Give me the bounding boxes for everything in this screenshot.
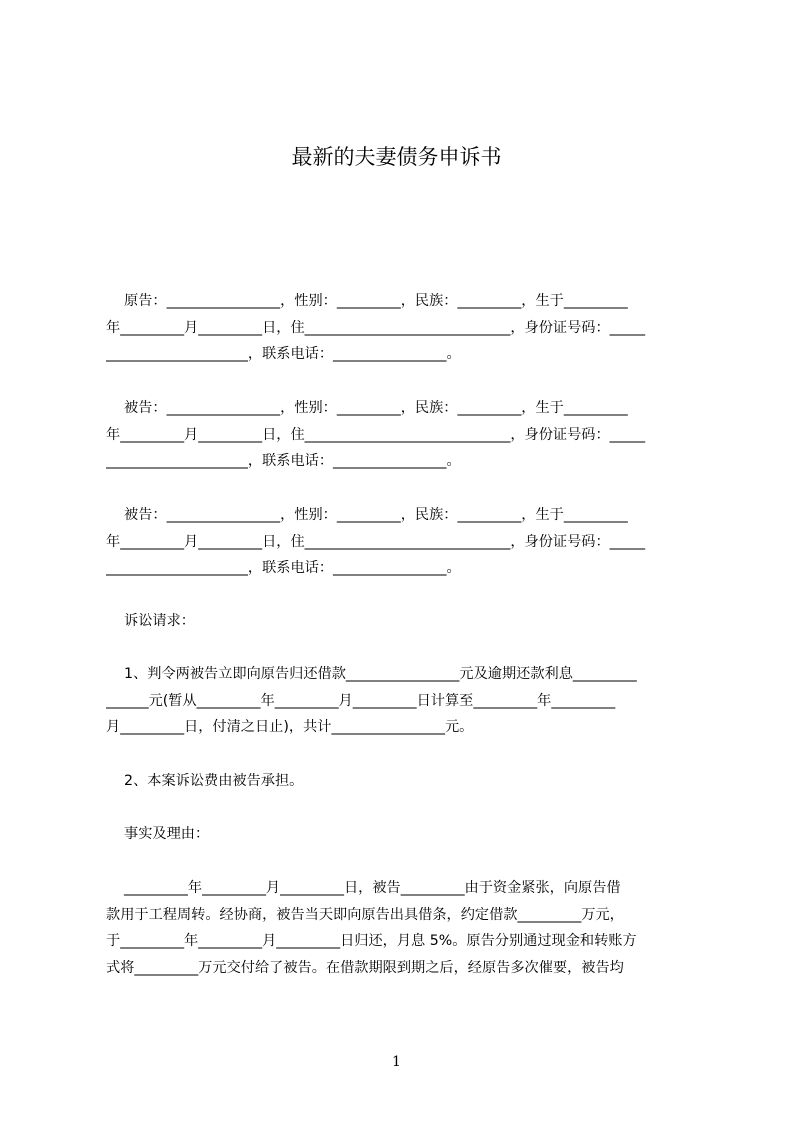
facts-heading-text: 事实及理由： (106, 826, 210, 842)
facts-line-2: 款用于工程周转。经协商，被告当天即向原告出具借条，约定借款_________万元， (106, 906, 624, 923)
facts-line-1: _________年_________月_________日，被告_________由于资金紧张，向原告借 (106, 880, 621, 896)
defendant-1-line-1: 被告：________________，性别：_________，民族：_________，生于_________ (106, 400, 628, 416)
page-number: 1 (392, 1054, 401, 1070)
facts-heading (106, 821, 702, 848)
page-title: 最新的夫妻债务申诉书 (291, 145, 502, 169)
claim-1-line-1: 1、判令两被告立即向原告归还借款________________元及逾期还款利息_________ (106, 666, 637, 682)
defendant-2-paragraph (106, 502, 702, 582)
plaintiff-line-3: ____________________，联系电话：________________。 (106, 346, 461, 362)
defendant-2-line-2: 年_________月_________日，住_____________________________，身份证号码：_____ (106, 533, 646, 550)
facts-paragraph (106, 875, 702, 981)
defendant-2-line-1: 被告：________________，性别：_________，民族：_________，生于_________ (106, 507, 628, 523)
defendant-1-line-2: 年_________月_________日，住_____________________________，身份证号码：_____ (106, 426, 646, 443)
claim-1-line-3: 月_________日，付清之日止)，共计________________元。 (106, 719, 474, 735)
claim-2-paragraph (106, 768, 702, 795)
claims-heading-text: 诉讼请求： (106, 613, 195, 629)
plaintiff-line-2: 年_________月_________日，住_____________________________，身份证号码：_____ (106, 319, 646, 336)
claim-1-line-2: ______元(暂从_________年_________月_________日计算至_________年_________ (106, 692, 616, 709)
defendant-2-line-3: ____________________，联系电话：________________。 (106, 560, 461, 576)
plaintiff-line-1: 原告：________________，性别：_________，民族：_________，生于_________ (106, 293, 628, 309)
defendant-1-paragraph (106, 395, 702, 475)
claim-1-paragraph (106, 661, 702, 741)
claims-heading (106, 608, 702, 635)
claim-2-line-1: 2、本案诉讼费由被告承担。 (106, 773, 304, 789)
facts-line-4: 式将_________万元交付给了被告。在借款期限到期之后，经原告多次催要，被告均 (106, 959, 624, 976)
facts-line-3: 于_________年_________月_________日归还，月息 5%。原告分别通过现金和转账方 (106, 933, 637, 949)
plaintiff-paragraph (106, 288, 702, 368)
defendant-1-line-3: ____________________，联系电话：________________。 (106, 453, 461, 469)
